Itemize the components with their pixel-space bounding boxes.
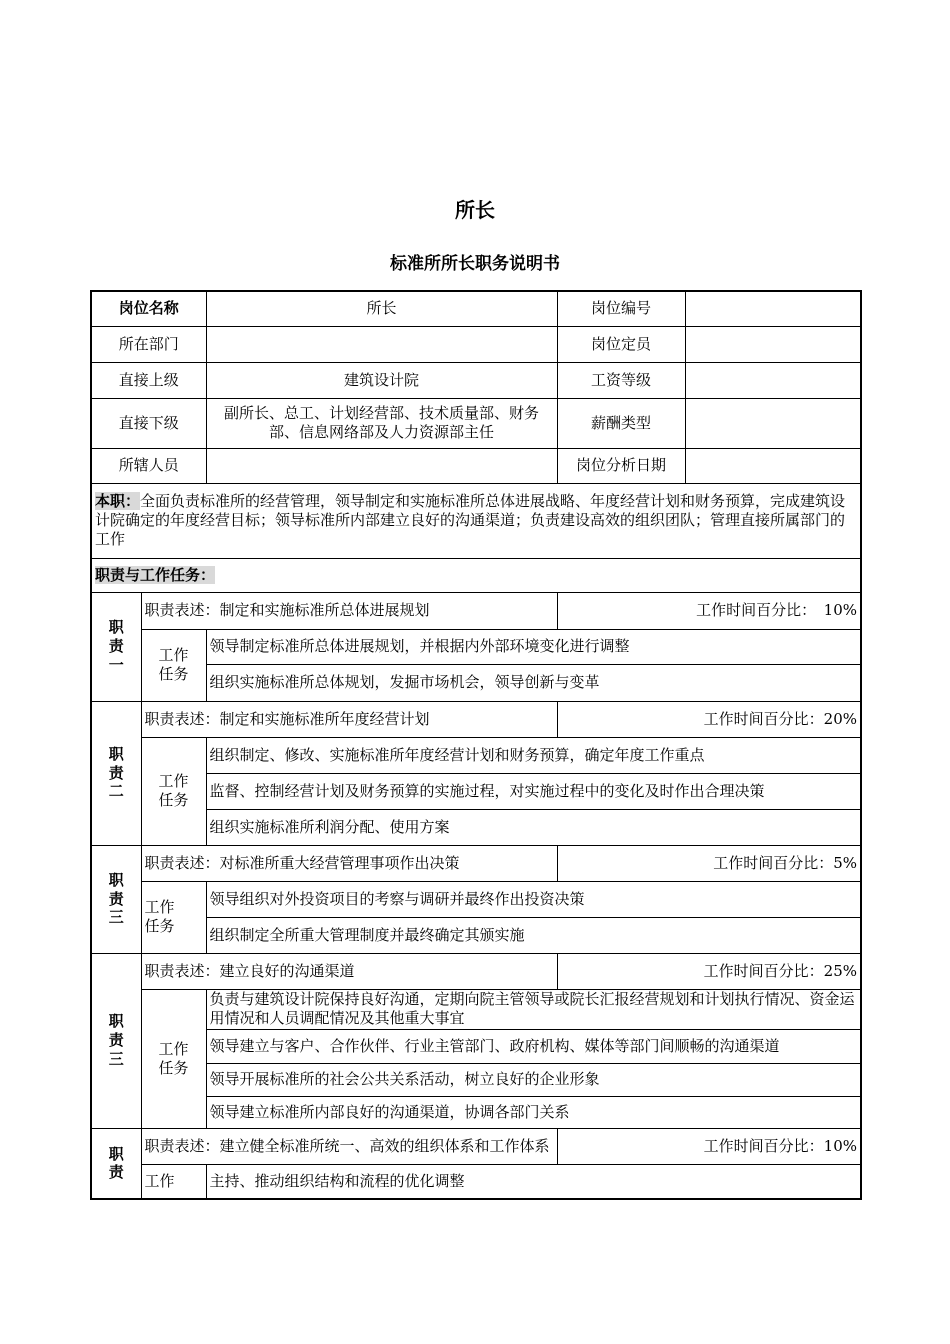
task-item: 监督、控制经营计划及财务预算的实施过程，对实施过程中的变化及时作出合理决策 <box>206 773 861 809</box>
duty-label: 职 责 三 <box>91 845 141 953</box>
duty-statement: 职责表述：对标准所重大经营管理事项作出决策 <box>141 845 557 881</box>
duty-statement: 职责表述：建立健全标准所统一、高效的组织体系和工作体系 <box>141 1128 557 1164</box>
task-item: 主持、推动组织结构和流程的优化调整 <box>206 1164 861 1199</box>
superior-value: 建筑设计院 <box>206 362 557 398</box>
task-item: 组织实施标准所总体规划，发掘市场机会，领导创新与变革 <box>206 664 861 701</box>
pay-type-label: 薪酬类型 <box>557 398 685 448</box>
position-code-value <box>685 291 861 326</box>
superior-label: 直接上级 <box>91 362 206 398</box>
task-label: 工作 任务 <box>141 989 206 1128</box>
salary-grade-label: 工资等级 <box>557 362 685 398</box>
main-duty-text: 全面负责标准所的经营管理，领导制定和实施标准所总体进展战略、年度经营计划和财务预算，完成建筑设计院确定的年度经营目标；领导标准所内部建立良好的沟通渠道；负责建设高效的组织团队；管理直接所属部门的工作 <box>95 492 846 548</box>
task-item: 领导组织对外投资项目的考察与调研并最终作出投资决策 <box>206 881 861 917</box>
duty-time-percent: 工作时间百分比：20% <box>557 701 861 737</box>
salary-grade-value <box>685 362 861 398</box>
duty-statement: 职责表述：建立良好的沟通渠道 <box>141 953 557 989</box>
task-item: 组织实施标准所利润分配、使用方案 <box>206 809 861 845</box>
duty-time-percent: 工作时间百分比：10% <box>557 1128 861 1164</box>
subordinate-value: 副所长、总工、计划经营部、技术质量部、财务部、信息网络部及人力资源部主任 <box>206 398 557 448</box>
staff-label: 所辖人员 <box>91 448 206 483</box>
page-title: 所长 <box>455 198 495 222</box>
task-item: 领导开展标准所的社会公共关系活动，树立良好的企业形象 <box>206 1063 861 1096</box>
position-name-label: 岗位名称 <box>91 291 206 326</box>
subordinate-label: 直接下级 <box>91 398 206 448</box>
task-item: 组织制定全所重大管理制度并最终确定其颁实施 <box>206 917 861 953</box>
main-duty-cell <box>91 483 861 558</box>
main-duty-label: 本职： <box>95 492 141 511</box>
analysis-date-label: 岗位分析日期 <box>557 448 685 483</box>
task-item: 负责与建筑设计院保持良好沟通，定期向院主管领导或院长汇报经营规划和计划执行情况、资金运用情况和人员调配情况及其他重大事宜 <box>206 989 861 1029</box>
duty-label: 职 责 三 <box>91 953 141 1128</box>
task-label: 工作 <box>141 1164 206 1199</box>
headcount-label: 岗位定员 <box>557 326 685 362</box>
staff-value <box>206 448 557 483</box>
pay-type-value <box>685 398 861 448</box>
job-description-table <box>90 290 862 1200</box>
department-label: 所在部门 <box>91 326 206 362</box>
duty-label: 职 责 <box>91 1128 141 1199</box>
duties-header: 职责与工作任务： <box>95 565 216 584</box>
duties-header-cell <box>91 558 861 592</box>
position-name-value: 所长 <box>206 291 557 326</box>
headcount-value <box>685 326 861 362</box>
duty-time-percent: 工作时间百分比：25% <box>557 953 861 989</box>
duty-label: 职 责 二 <box>91 701 141 845</box>
duty-statement: 职责表述：制定和实施标准所总体进展规划 <box>141 592 557 629</box>
document-subtitle: 标准所所长职务说明书 <box>390 254 560 274</box>
duty-time-percent: 工作时间百分比：5% <box>557 845 861 881</box>
task-item: 领导建立与客户、合作伙伴、行业主管部门、政府机构、媒体等部门间顺畅的沟通渠道 <box>206 1029 861 1063</box>
duty-statement: 职责表述：制定和实施标准所年度经营计划 <box>141 701 557 737</box>
department-value <box>206 326 557 362</box>
task-item: 组织制定、修改、实施标准所年度经营计划和财务预算，确定年度工作重点 <box>206 737 861 773</box>
analysis-date-value <box>685 448 861 483</box>
position-code-label: 岗位编号 <box>557 291 685 326</box>
task-label: 工作 任务 <box>141 737 206 845</box>
duty-time-percent: 工作时间百分比： 10% <box>557 592 861 629</box>
task-item: 领导建立标准所内部良好的沟通渠道，协调各部门关系 <box>206 1096 861 1128</box>
duty-label: 职 责 一 <box>91 592 141 701</box>
task-label: 工作 任务 <box>141 881 206 953</box>
task-label: 工作 任务 <box>141 629 206 701</box>
task-item: 领导制定标准所总体进展规划，并根据内外部环境变化进行调整 <box>206 629 861 664</box>
